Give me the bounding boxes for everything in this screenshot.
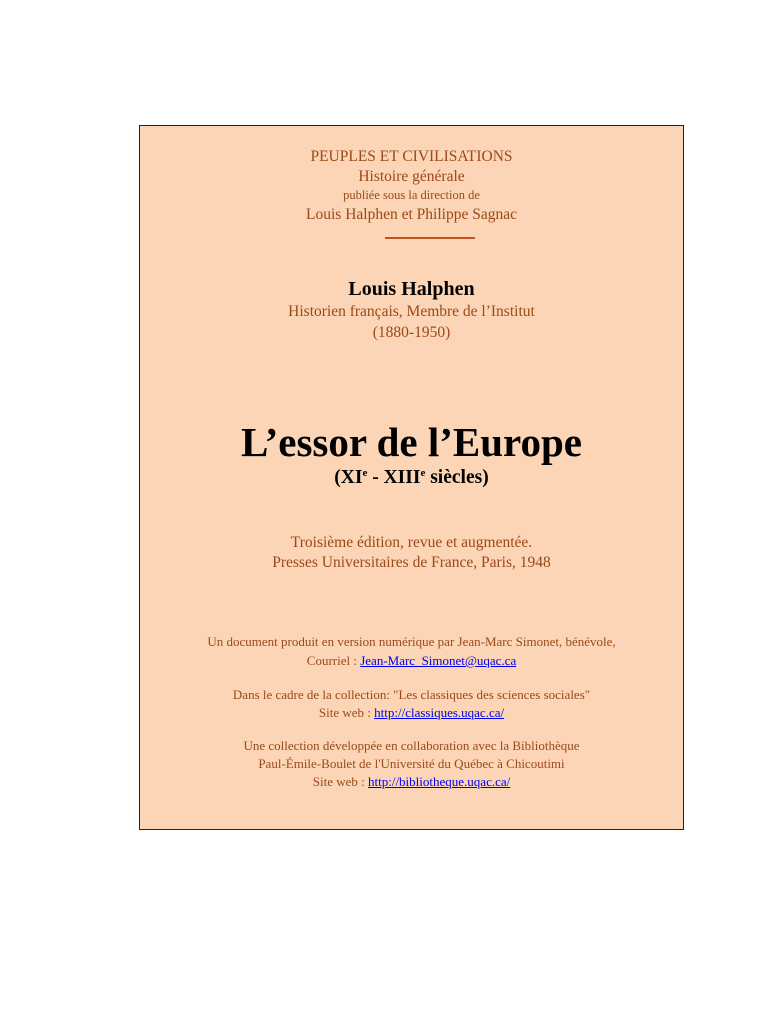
subtitle-superscript-1: e xyxy=(362,467,368,479)
subtitle-mid: - XIII xyxy=(367,467,421,488)
collection-site-link[interactable]: http://classiques.uqac.ca/ xyxy=(374,705,505,720)
author-dates: (1880-1950) xyxy=(372,324,451,341)
subtitle-close: siècles) xyxy=(425,467,489,488)
collection-line: Dans le cadre de la collection: "Les classiques des sciences sociales" xyxy=(232,687,591,702)
book-title: L’essor de l’Europe xyxy=(241,419,582,465)
series-editors: Louis Halphen et Philippe Sagnac xyxy=(306,206,517,223)
divider-rule xyxy=(385,237,475,239)
email-link[interactable]: Jean-Marc_Simonet@uqac.ca xyxy=(360,653,517,668)
subtitle-superscript-2: e xyxy=(420,467,426,479)
library-site-line xyxy=(140,774,683,790)
series-title: PEUPLES ET CIVILISATIONS xyxy=(310,148,513,165)
collection-site-label: Site web : xyxy=(318,705,375,720)
collection-site-line xyxy=(140,705,683,721)
library-site-label: Site web : xyxy=(312,774,368,789)
collaboration-line-1: Une collection développée en collaboration avec la Bibliothèque xyxy=(243,738,580,753)
edition-statement: Troisième édition, revue et augmentée. xyxy=(290,534,533,551)
produced-by-line: Un document produit en version numérique par Jean-Marc Simonet, bénévole, xyxy=(207,634,616,649)
collaboration-line-2: Paul-Émile-Boulet de l'Université du Québec à Chicoutimi xyxy=(258,756,565,771)
publisher-line: Presses Universitaires de France, Paris, 1948 xyxy=(272,554,551,571)
author-name: Louis Halphen xyxy=(348,278,475,300)
library-site-link[interactable]: http://bibliotheque.uqac.ca/ xyxy=(368,774,511,789)
series-subtitle: Histoire générale xyxy=(358,168,465,185)
email-line xyxy=(140,653,683,669)
book-subtitle xyxy=(140,467,683,489)
author-description: Historien français, Membre de l’Institut xyxy=(288,303,535,320)
email-label: Courriel : xyxy=(306,653,361,668)
title-page-cover xyxy=(139,125,684,830)
subtitle-open: (XI xyxy=(334,467,363,488)
series-direction: publiée sous la direction de xyxy=(343,188,480,202)
